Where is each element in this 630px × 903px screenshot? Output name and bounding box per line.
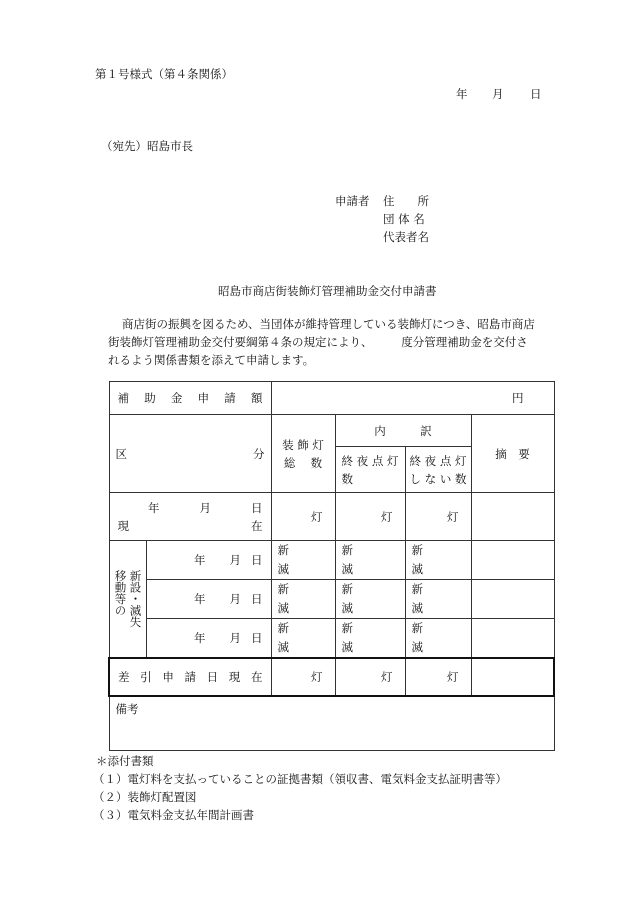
night-off-header: 終 夜 点 灯 し な い 数	[405, 447, 471, 493]
body-line-2: 街装飾灯管理補助金交付要綱第４条の規定により、 度分管理補助金を交付さ	[108, 335, 528, 349]
attachment-item-1: （１）電灯料を支払っていることの証拠書類（領収書、電気料金支払証明書等）	[93, 772, 507, 786]
notes-cell[interactable]	[109, 696, 554, 750]
change-3-remarks[interactable]	[471, 619, 554, 659]
change-2-total[interactable]: 新 滅	[271, 580, 335, 619]
remarks-header: 摘 要	[471, 415, 554, 493]
change-1-night-on[interactable]: 新 滅	[335, 541, 405, 580]
yen-unit: 円	[512, 391, 524, 405]
difference-remarks[interactable]	[471, 658, 554, 696]
amount-value-cell[interactable]	[271, 382, 554, 415]
address-label: 住 所	[383, 194, 429, 208]
notes-label: 備考	[115, 702, 139, 716]
applicant-label: 申請者	[335, 194, 370, 208]
change-date-1[interactable]: 年 月 日	[146, 541, 271, 580]
change-1-remarks[interactable]	[471, 541, 554, 580]
date-month-label: 月	[492, 87, 504, 101]
change-date-2[interactable]: 年 月 日	[146, 580, 271, 619]
change-1-total[interactable]: 新 滅	[271, 541, 335, 580]
change-2-night-off[interactable]: 新 滅	[405, 580, 471, 619]
change-date-3[interactable]: 年 月 日	[146, 619, 271, 659]
category-label: 区 分	[115, 446, 265, 461]
attachments-heading: ＊添付書類	[96, 754, 154, 768]
night-on-header: 終 夜 点 灯 数	[335, 447, 405, 493]
attachment-item-2: （２）装飾灯配置図	[93, 790, 197, 804]
difference-label-cell	[109, 658, 271, 696]
difference-night-on[interactable]: 灯	[335, 658, 405, 696]
difference-total[interactable]: 灯	[271, 658, 335, 696]
change-label-cell: 新設・滅失 移動等の	[109, 541, 146, 659]
attachment-item-3: （３）電気料金支払年間計画書	[93, 808, 254, 822]
date-year-label: 年	[456, 87, 468, 101]
form-number: 第１号様式（第４条関係）	[95, 67, 233, 81]
application-table	[108, 381, 555, 751]
addressee: （宛先）昭島市長	[101, 139, 193, 153]
change-1-night-off[interactable]: 新 滅	[405, 541, 471, 580]
breakdown-header: 内 訳	[335, 415, 471, 447]
group-name-label: 団 体 名	[383, 212, 425, 226]
change-2-night-on[interactable]: 新 滅	[335, 580, 405, 619]
body-line-3: れるよう関係書類を添えて申請します。	[108, 353, 315, 367]
body-line-1: 商店街の振興を図るため、当団体が維持管理している装飾灯につき、昭島市商店	[122, 317, 535, 331]
difference-label: 差 引 申 請 日 現 在	[118, 670, 263, 684]
current-date-cell: 年 月 日 現 在	[109, 493, 271, 541]
representative-label: 代表者名	[383, 230, 429, 244]
amount-label: 補 助 金 申 請 額	[117, 391, 263, 405]
current-night-off[interactable]: 灯	[405, 493, 471, 541]
current-remarks[interactable]	[471, 493, 554, 541]
total-lights-header: 装 飾 灯 総 数	[271, 415, 335, 493]
change-3-night-off[interactable]: 新 滅	[405, 619, 471, 659]
category-label-cell	[109, 415, 271, 493]
document-title: 昭島市商店街装飾灯管理補助金交付申請書	[218, 284, 437, 298]
change-3-night-on[interactable]: 新 滅	[335, 619, 405, 659]
date-day-label: 日	[530, 87, 542, 101]
amount-label-cell	[109, 382, 271, 415]
difference-night-off[interactable]: 灯	[405, 658, 471, 696]
current-night-on[interactable]: 灯	[335, 493, 405, 541]
current-total[interactable]: 灯	[271, 493, 335, 541]
change-2-remarks[interactable]	[471, 580, 554, 619]
current-label: 現 在	[117, 518, 263, 533]
change-3-total[interactable]: 新 滅	[271, 619, 335, 659]
